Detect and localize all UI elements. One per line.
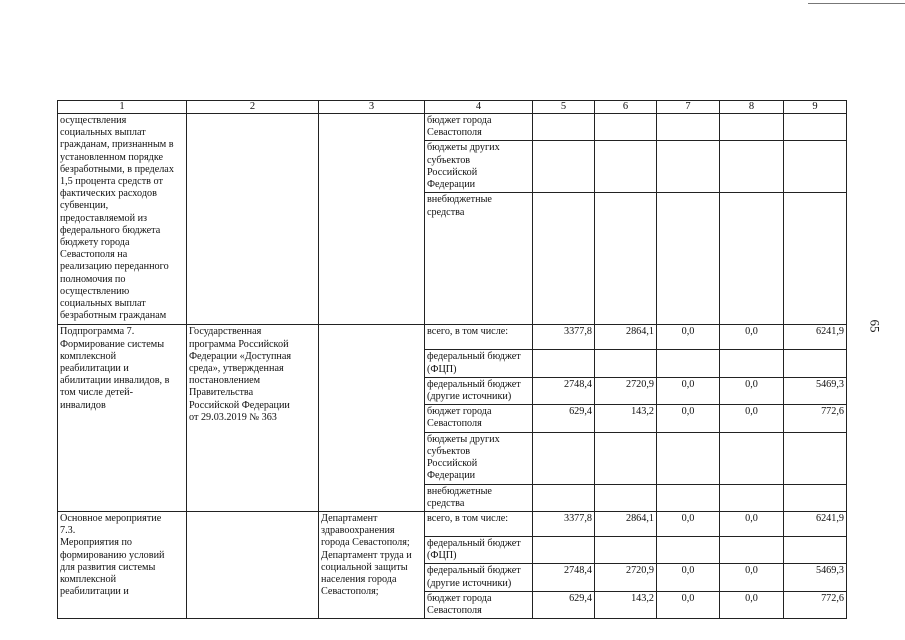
value-cell bbox=[784, 141, 847, 193]
value-cell bbox=[533, 193, 595, 325]
value-cell: 0,0 bbox=[720, 325, 784, 350]
value-cell: 2720,9 bbox=[595, 564, 657, 591]
activity-name: Подпрограмма 7. Формирование системы комплексной реабилитации и абилитации инвалидов, в том числе детей- инвалидов bbox=[58, 325, 187, 512]
value-cell bbox=[657, 484, 720, 511]
value-cell bbox=[657, 193, 720, 325]
value-cell bbox=[533, 432, 595, 484]
value-cell bbox=[784, 432, 847, 484]
executor: Департамент здравоохранения города Севастополя; Департамент труда и социальной защиты населения города Севастополя; bbox=[319, 512, 425, 619]
value-cell bbox=[595, 350, 657, 377]
value-cell bbox=[720, 537, 784, 564]
funding-source: бюджет города Севастополя bbox=[425, 114, 533, 141]
value-cell bbox=[720, 350, 784, 377]
col-header: 5 bbox=[533, 101, 595, 114]
table-row bbox=[58, 512, 847, 537]
funding-source: федеральный бюджет (ФЦП) bbox=[425, 537, 533, 564]
value-cell: 0,0 bbox=[657, 377, 720, 404]
value-cell bbox=[784, 537, 847, 564]
value-cell bbox=[533, 141, 595, 193]
col-header: 4 bbox=[425, 101, 533, 114]
top-rule bbox=[808, 3, 905, 4]
value-cell bbox=[595, 537, 657, 564]
value-cell: 772,6 bbox=[784, 405, 847, 432]
funding-source: федеральный бюджет (другие источники) bbox=[425, 564, 533, 591]
value-cell bbox=[595, 114, 657, 141]
value-cell: 2748,4 bbox=[533, 564, 595, 591]
value-cell bbox=[720, 193, 784, 325]
value-cell: 0,0 bbox=[720, 591, 784, 618]
value-cell: 3377,8 bbox=[533, 325, 595, 350]
value-cell bbox=[720, 114, 784, 141]
value-cell: 0,0 bbox=[720, 512, 784, 537]
activity-name: осуществления социальных выплат гражданам, признанным в установленном порядке безработными, в пределах 1,5 процента средств от фактических расходов субвенции, предоставляемой из федерального бюджета бюджету города Севастополя на реализацию переданного полномочия по осуществлению социальных выплат безработным гражданам bbox=[58, 114, 187, 325]
value-cell bbox=[720, 141, 784, 193]
col-header: 9 bbox=[784, 101, 847, 114]
value-cell bbox=[533, 537, 595, 564]
value-cell bbox=[657, 432, 720, 484]
executor bbox=[319, 114, 425, 325]
value-cell bbox=[595, 484, 657, 511]
value-cell: 0,0 bbox=[720, 564, 784, 591]
header-row bbox=[58, 101, 847, 114]
value-cell bbox=[533, 114, 595, 141]
col-header: 6 bbox=[595, 101, 657, 114]
value-cell: 629,4 bbox=[533, 405, 595, 432]
funding-source: всего, в том числе: bbox=[425, 512, 533, 537]
value-cell: 5469,3 bbox=[784, 564, 847, 591]
value-cell bbox=[595, 141, 657, 193]
value-cell: 0,0 bbox=[720, 377, 784, 404]
program-reference: Государственная программа Российской Федерации «Доступная среда», утвержденная постановлением Правительства Российской Федерации от 29.03.2019 № 363 bbox=[187, 325, 319, 512]
value-cell: 3377,8 bbox=[533, 512, 595, 537]
funding-source: бюджет города Севастополя bbox=[425, 405, 533, 432]
program-reference bbox=[187, 114, 319, 325]
program-reference bbox=[187, 512, 319, 619]
value-cell: 2748,4 bbox=[533, 377, 595, 404]
value-cell: 0,0 bbox=[657, 405, 720, 432]
value-cell: 6241,9 bbox=[784, 325, 847, 350]
value-cell: 6241,9 bbox=[784, 512, 847, 537]
value-cell: 143,2 bbox=[595, 405, 657, 432]
value-cell bbox=[657, 350, 720, 377]
value-cell: 629,4 bbox=[533, 591, 595, 618]
value-cell bbox=[784, 350, 847, 377]
table-row bbox=[58, 114, 847, 141]
value-cell bbox=[595, 432, 657, 484]
value-cell: 143,2 bbox=[595, 591, 657, 618]
value-cell bbox=[784, 114, 847, 141]
executor bbox=[319, 325, 425, 512]
value-cell: 5469,3 bbox=[784, 377, 847, 404]
page-number: 65 bbox=[867, 319, 883, 333]
value-cell bbox=[657, 114, 720, 141]
value-cell: 772,6 bbox=[784, 591, 847, 618]
col-header: 8 bbox=[720, 101, 784, 114]
value-cell bbox=[533, 484, 595, 511]
funding-source: федеральный бюджет (другие источники) bbox=[425, 377, 533, 404]
value-cell bbox=[784, 484, 847, 511]
funding-source: всего, в том числе: bbox=[425, 325, 533, 350]
value-cell: 0,0 bbox=[657, 591, 720, 618]
table-row bbox=[58, 325, 847, 350]
funding-source: бюджеты других субъектов Российской Федерации bbox=[425, 141, 533, 193]
value-cell bbox=[784, 193, 847, 325]
value-cell: 0,0 bbox=[720, 405, 784, 432]
value-cell bbox=[720, 432, 784, 484]
budget-table bbox=[57, 100, 847, 619]
value-cell bbox=[595, 193, 657, 325]
value-cell: 2864,1 bbox=[595, 325, 657, 350]
col-header: 3 bbox=[319, 101, 425, 114]
col-header: 7 bbox=[657, 101, 720, 114]
value-cell: 0,0 bbox=[657, 564, 720, 591]
funding-source: внебюджетные средства bbox=[425, 484, 533, 511]
value-cell: 2864,1 bbox=[595, 512, 657, 537]
value-cell: 0,0 bbox=[657, 325, 720, 350]
col-header: 2 bbox=[187, 101, 319, 114]
value-cell: 2720,9 bbox=[595, 377, 657, 404]
value-cell bbox=[657, 141, 720, 193]
activity-name: Основное мероприятие 7.3. Мероприятия по формированию условий для развития системы комплексной реабилитации и bbox=[58, 512, 187, 619]
funding-source: внебюджетные средства bbox=[425, 193, 533, 325]
value-cell bbox=[533, 350, 595, 377]
value-cell bbox=[720, 484, 784, 511]
col-header: 1 bbox=[58, 101, 187, 114]
value-cell: 0,0 bbox=[657, 512, 720, 537]
funding-source: бюджет города Севастополя bbox=[425, 591, 533, 618]
funding-source: федеральный бюджет (ФЦП) bbox=[425, 350, 533, 377]
funding-source: бюджеты других субъектов Российской Федерации bbox=[425, 432, 533, 484]
value-cell bbox=[657, 537, 720, 564]
